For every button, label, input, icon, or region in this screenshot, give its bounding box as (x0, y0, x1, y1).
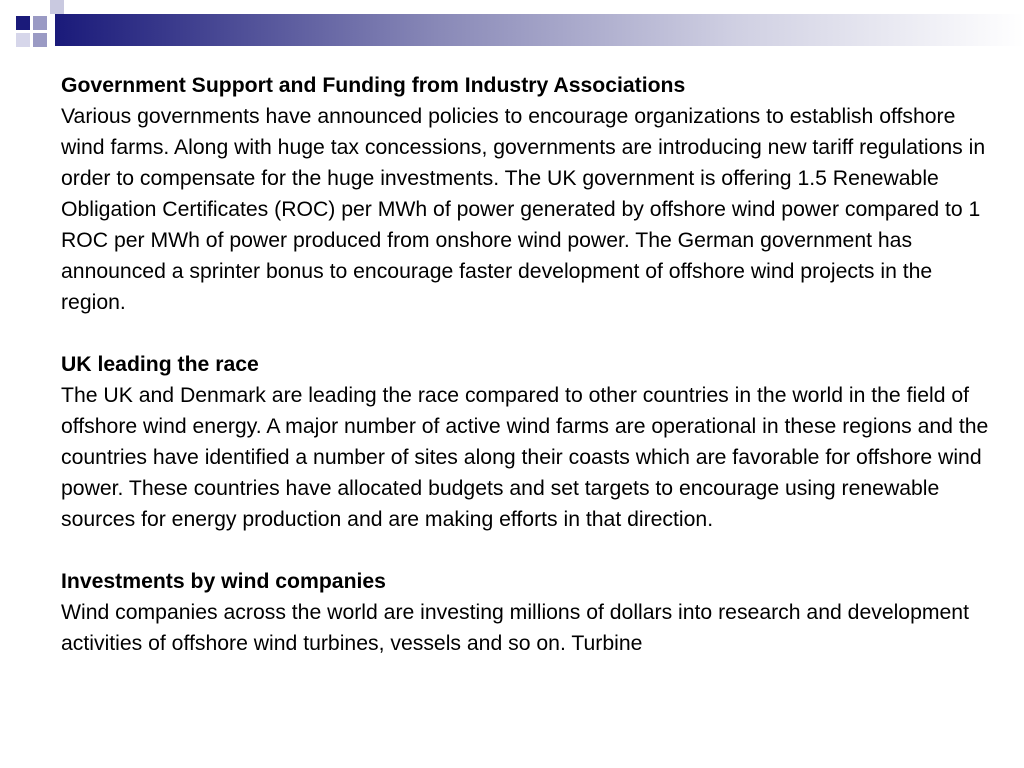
section-body: Various governments have announced policies to encourage organizations to establish offshore wind farms. Along with huge tax concessions, governments are introducing new tariff regulations in order to compensate for the huge investments. The UK government is offering 1.5 Renewable Obligation Certificates (ROC) per MWh of power generated by offshore wind power compared to 1 ROC per MWh of power produced from onshore wind power. The German government has announced a sprinter bonus to encourage faster development of offshore wind projects in the region. (61, 105, 986, 314)
section-uk-leading (61, 349, 991, 535)
decorative-square-icon (33, 16, 47, 30)
section-heading: Government Support and Funding from Industry Associations (61, 74, 686, 97)
section-body: Wind companies across the world are investing millions of dollars into research and development activities of offshore wind turbines, vessels and so on. Turbine (61, 601, 969, 655)
section-body: The UK and Denmark are leading the race compared to other countries in the world in the field of offshore wind energy. A major number of active wind farms are operational in these regions and the countries have identified a number of sites along their coasts which are favorable for offshore wind power. These countries have allocated budgets and set targets to encourage using renewable sources for energy production and are making efforts in that direction. (61, 384, 989, 531)
section-investments (61, 566, 991, 659)
section-heading: Investments by wind companies (61, 570, 386, 593)
header-gradient-bar (55, 14, 1024, 46)
slide-content (61, 70, 991, 690)
decorative-square-icon (16, 16, 30, 30)
decorative-square-icon (16, 33, 30, 47)
decorative-square-icon (33, 33, 47, 47)
header-decoration (0, 0, 1024, 46)
section-heading: UK leading the race (61, 353, 259, 376)
decorative-square-icon (50, 0, 64, 14)
section-government-support (61, 70, 991, 318)
